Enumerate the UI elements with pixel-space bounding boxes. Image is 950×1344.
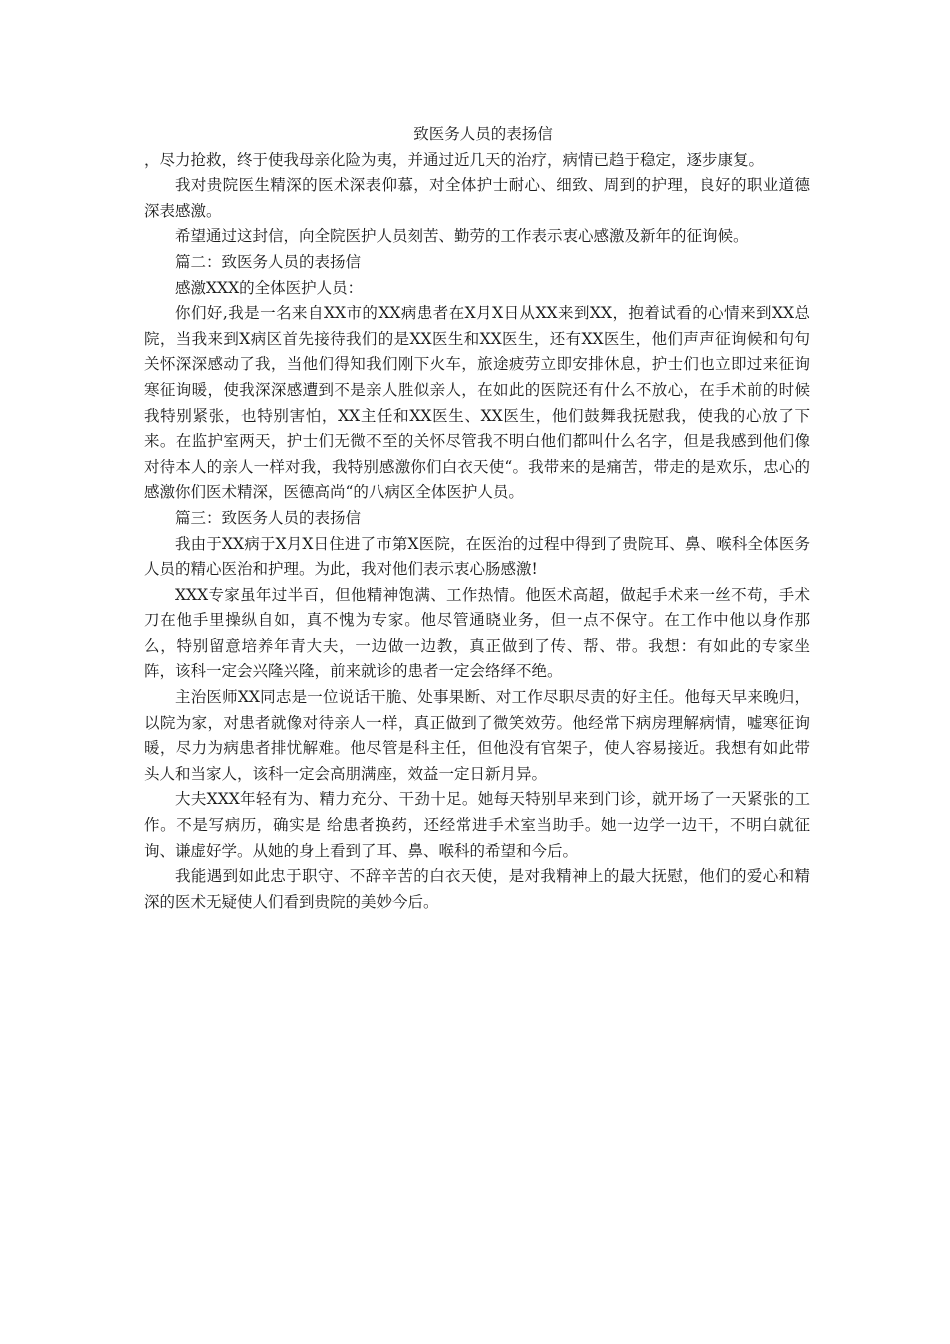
salutation: 感激XXX的全体医护人员： bbox=[175, 278, 364, 297]
paragraph: 我能遇到如此忠于职守、不辞辛苦的白衣天使，是对我精神上的最大抚慰，他们的爱心和精深的医术无疑使人们看到贵院的美妙今后。 bbox=[144, 867, 810, 911]
paragraph: 我对贵院医生精深的医术深表仰慕，对全体护士耐心、细致、周到的护理，良好的职业道德深表感激。 bbox=[144, 176, 810, 220]
paragraph: 希望通过这封信，向全院医护人员刻苦、勤劳的工作表示衷心感激及新年的征询候。 bbox=[175, 227, 749, 246]
document-page bbox=[144, 122, 810, 915]
paragraph: 你们好,我是一名来自XX市的XX病患者在X月X日从XX来到XX，抱着试看的心情来到XX总院，当我来到X病区首先接待我们的是XX医生和XX医生，还有XX医生，他们声声征询候和句句关怀深深感动了我，当他们得知我们刚下火车，旅途疲劳立即安排休息，护士们也立即过来征询寒征询暖，使我深深感遭到不是亲人胜似亲人，在如此的医院还有什么不放心，在手术前的时候我特别紧张，也特别害怕，XX主任和XX医生、XX医生，他们鼓舞我抚慰我，使我的心放了下来。在监护室两天，护士们无微不至的关怀尽管我不明白他们都叫什么名字，但是我感到他们像对待本人的亲人一样对我，我特别感激你们白衣天使“。我带来的是痛苦，带走的是欢乐，忠心的感激你们医术精深，医德高尚“的八病区全体医护人员。 bbox=[144, 304, 810, 502]
document-title: 致医务人员的表扬信 bbox=[413, 125, 553, 143]
paragraph: 大夫XXX年轻有为、精力充分、干劲十足。她每天特别早来到门诊，就开场了一天紧张的工作。不是写病历，确实是 给患者换药，还经常进手术室当助手。她一边学一边干，不明白就征询、谦虚好学。从她的身上看到了耳、鼻、喉科的希望和今后。 bbox=[144, 790, 810, 860]
paragraph: ，尽力抢救，终于使我母亲化险为夷，并通过近几天的治疗，病情已趋于稳定，逐步康复。 bbox=[144, 150, 765, 169]
paragraph: XXX专家虽年过半百，但他精神饱满、工作热情。他医术高超，做起手术来一丝不苟，手术刀在他手里操纵自如，真不愧为专家。他尽管通晓业务，但一点不保守。在工作中他以身作那么，特别留意培养年青大夫，一边做一边教，真正做到了传、帮、带。我想：有如此的专家坐阵，该科一定会兴隆兴隆，前来就诊的患者一定会络绎不绝。 bbox=[144, 585, 810, 681]
section-heading: 篇三：致医务人员的表扬信 bbox=[175, 508, 362, 527]
section-heading: 篇二：致医务人员的表扬信 bbox=[175, 252, 362, 271]
paragraph: 我由于XX病于X月X日住进了市第X医院，在医治的过程中得到了贵院耳、鼻、喉科全体医务人员的精心医治和护理。为此，我对他们表示衷心肠感激! bbox=[144, 534, 810, 579]
paragraph: 主治医师XX同志是一位说话干脆、处事果断、对工作尽职尽责的好主任。他每天早来晚归，以院为家，对患者就像对待亲人一样，真正做到了微笑效劳。他经常下病房理解病情，嘘寒征询暖，尽力为病患者排忧解难。他尽管是科主任，但他没有官架子，使人容易接近。我想有如此带头人和当家人，该科一定会高朋满座，效益一定日新月异。 bbox=[144, 688, 810, 783]
